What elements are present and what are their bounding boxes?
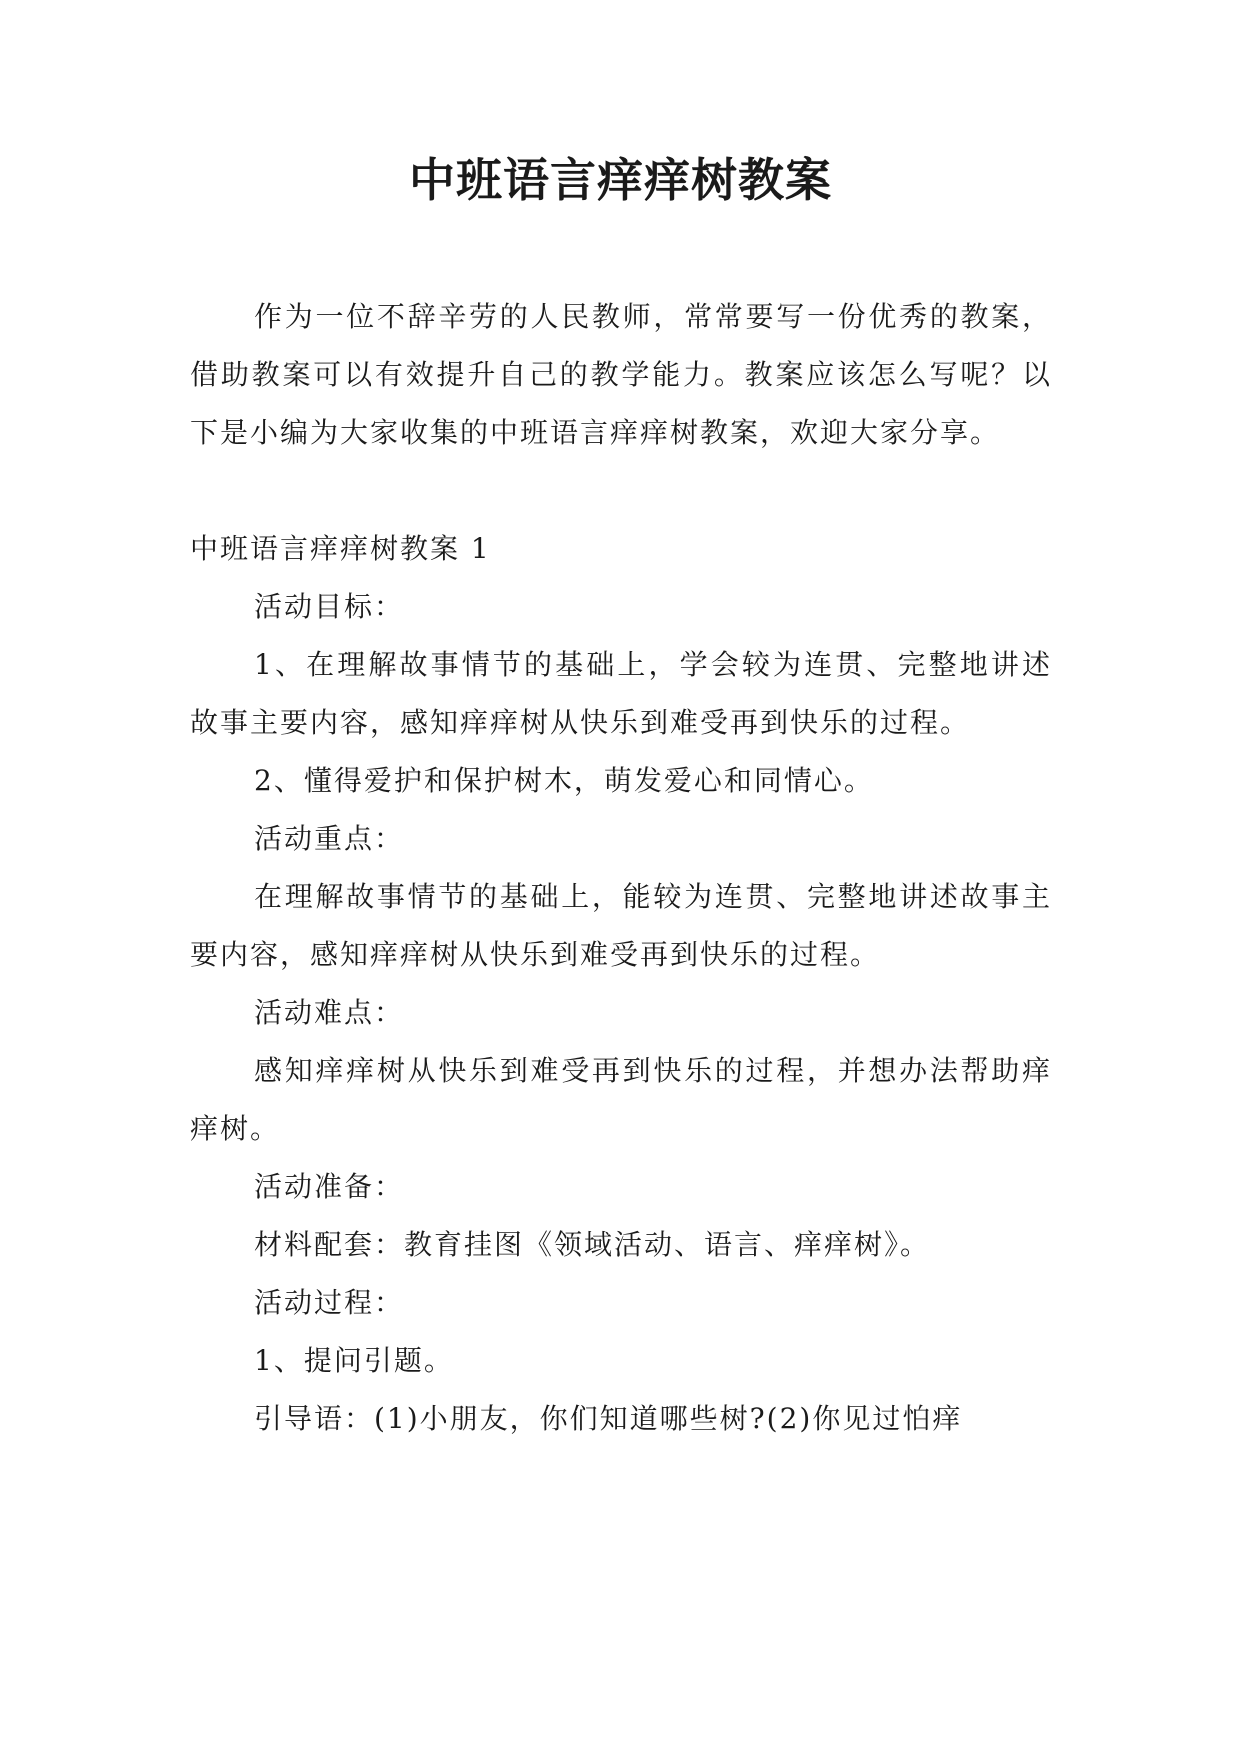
section-heading: 中班语言痒痒树教案 1 [190,532,491,565]
paragraph-key-points: 在理解故事情节的基础上，能较为连贯、完整地讲述故事主要内容，感知痒痒树从快乐到难受再到快乐的过程。 [190,880,1052,971]
document-title: 中班语言痒痒树教案 [409,153,832,207]
document-body [190,288,1052,1448]
paragraph-preparation-label: 活动准备： [254,1170,405,1203]
paragraph-difficulties-label: 活动难点： [254,996,405,1029]
intro-paragraph: 作为一位不辞辛劳的人民教师，常常要写一份优秀的教案，借助教案可以有效提升自己的教学能力。教案应该怎么写呢？以下是小编为大家收集的中班语言痒痒树教案，欢迎大家分享。 [190,300,1052,449]
paragraph-goal-2: 2、懂得爱护和保护树木，萌发爱心和同情心。 [254,764,874,797]
paragraph-activity-goals-label: 活动目标： [254,590,405,623]
paragraph-goal-1: 1、在理解故事情节的基础上，学会较为连贯、完整地讲述故事主要内容，感知痒痒树从快乐到难受再到快乐的过程。 [190,648,1052,739]
paragraph-materials: 材料配套：教育挂图《领域活动、语言、痒痒树》。 [254,1228,931,1261]
paragraph-step-1: 1、提问引题。 [254,1344,454,1377]
paragraph-process-label: 活动过程： [254,1286,405,1319]
paragraph-key-points-label: 活动重点： [254,822,405,855]
paragraph-guiding-words: 引导语：(1)小朋友，你们知道哪些树?(2)你见过怕痒 [254,1402,963,1435]
paragraph-difficulties: 感知痒痒树从快乐到难受再到快乐的过程，并想办法帮助痒痒树。 [190,1054,1052,1145]
